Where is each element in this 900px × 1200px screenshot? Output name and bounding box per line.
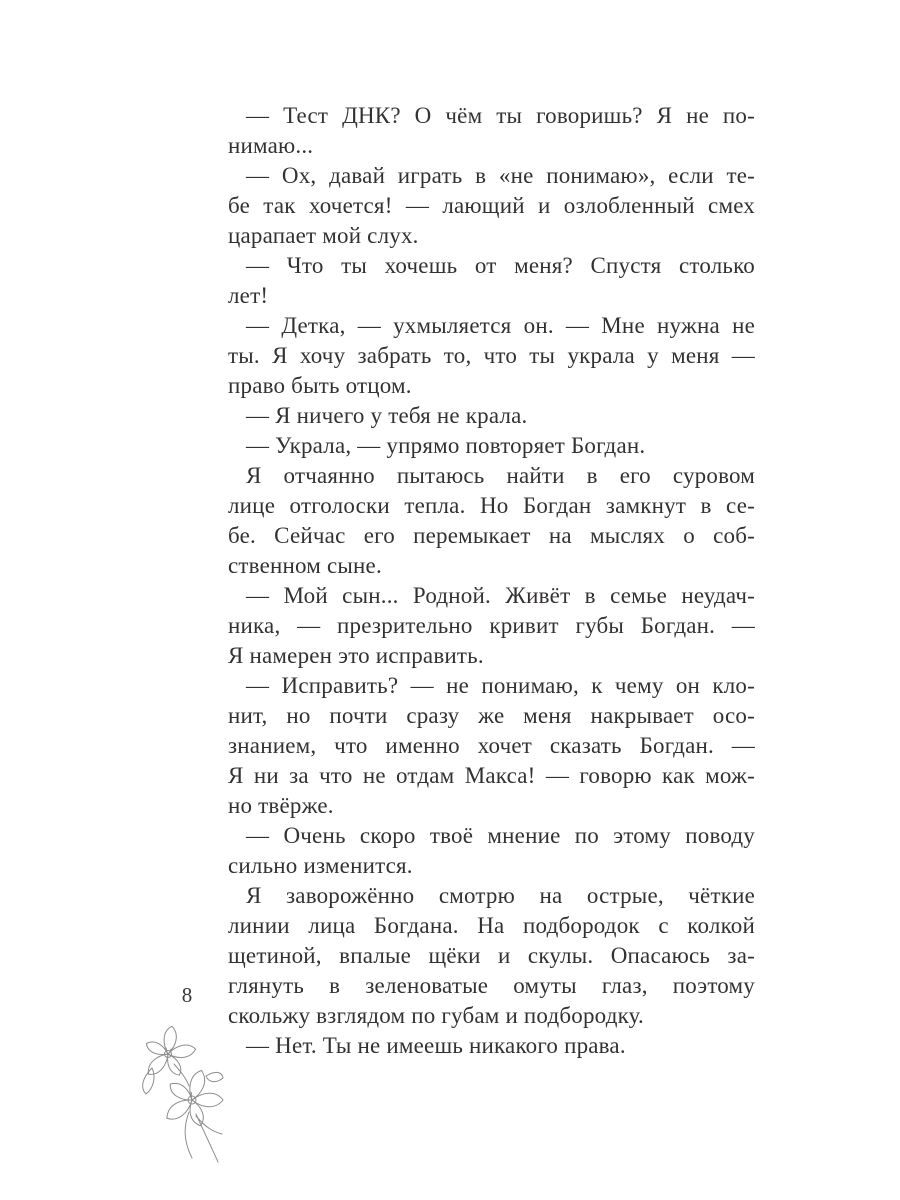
text-line: царапает мой слух. bbox=[228, 223, 419, 248]
paragraph bbox=[228, 881, 755, 1031]
text-line: сильно изменится. bbox=[228, 853, 413, 878]
text-line: знанием, что именно хочет сказать Богдан. — bbox=[228, 733, 755, 758]
flower-illustration bbox=[126, 1020, 244, 1170]
text-line: Я отчаянно пытаюсь найти в его суровом bbox=[246, 463, 755, 488]
text-line: — Нет. Ты не имеешь никакого права. bbox=[246, 1033, 626, 1058]
paragraph bbox=[228, 401, 755, 431]
text-line: — Мой сын... Родной. Живёт в семье неудач- bbox=[246, 583, 755, 608]
text-line: бе. Сейчас его перемыкает на мыслях о соб- bbox=[228, 523, 755, 548]
text-line: скольжу взглядом по губам и подбородку. bbox=[228, 1003, 645, 1028]
paragraph bbox=[228, 161, 755, 251]
text-line: — Ох, давай играть в «не понимаю», если те- bbox=[246, 163, 755, 188]
text-line: лице отголоски тепла. Но Богдан замкнут в се- bbox=[228, 493, 755, 518]
text-line: — Я ничего у тебя не крала. bbox=[246, 403, 528, 428]
paragraph bbox=[228, 431, 755, 461]
text-line: — Что ты хочешь от меня? Спустя столько bbox=[246, 253, 755, 278]
text-line: линии лица Богдана. На подбородок с колкой bbox=[228, 913, 755, 938]
text-line: лет! bbox=[228, 283, 269, 308]
paragraph bbox=[228, 251, 755, 311]
text-line: бе так хочется! — лающий и озлобленный смех bbox=[228, 193, 755, 218]
text-line: — Очень скоро твоё мнение по этому поводу bbox=[246, 823, 755, 848]
text-line: — Тест ДНК? О чём ты говоришь? Я не по- bbox=[246, 103, 755, 128]
text-line: — Украла, — упрямо повторяет Богдан. bbox=[246, 433, 646, 458]
text-line: — Детка, — ухмыляется он. — Мне нужна не bbox=[246, 313, 755, 338]
paragraph bbox=[228, 461, 755, 581]
text-line: Я заворожённо смотрю на острые, чёткие bbox=[246, 883, 755, 908]
paragraph bbox=[228, 101, 755, 161]
paragraph bbox=[228, 311, 755, 401]
text-line: нит, но почти сразу же меня накрывает осо- bbox=[228, 703, 755, 728]
text-line: Я ни за что не отдам Макса! — говорю как мож- bbox=[228, 763, 755, 788]
paragraph bbox=[228, 581, 755, 671]
text-line: щетиной, впалые щёки и скулы. Опасаюсь за- bbox=[228, 943, 755, 968]
paragraph bbox=[228, 821, 755, 881]
text-line: право быть отцом. bbox=[228, 373, 412, 398]
text-line: глянуть в зеленоватые омуты глаз, поэтому bbox=[228, 973, 755, 998]
text-line: — Исправить? — не понимаю, к чему он кло- bbox=[246, 673, 755, 698]
text-line: Я намерен это исправить. bbox=[228, 643, 484, 668]
paragraph bbox=[228, 671, 755, 821]
paragraph bbox=[228, 1031, 755, 1061]
page-number: 8 bbox=[181, 983, 193, 1007]
text-line: ника, — презрительно кривит губы Богдан. — bbox=[228, 613, 755, 638]
text-block bbox=[228, 101, 755, 1061]
text-line: но твёрже. bbox=[228, 793, 334, 818]
text-line: ты. Я хочу забрать то, что ты украла у меня — bbox=[228, 343, 755, 368]
text-line: ственном сыне. bbox=[228, 553, 382, 578]
text-line: нимаю... bbox=[228, 133, 314, 158]
